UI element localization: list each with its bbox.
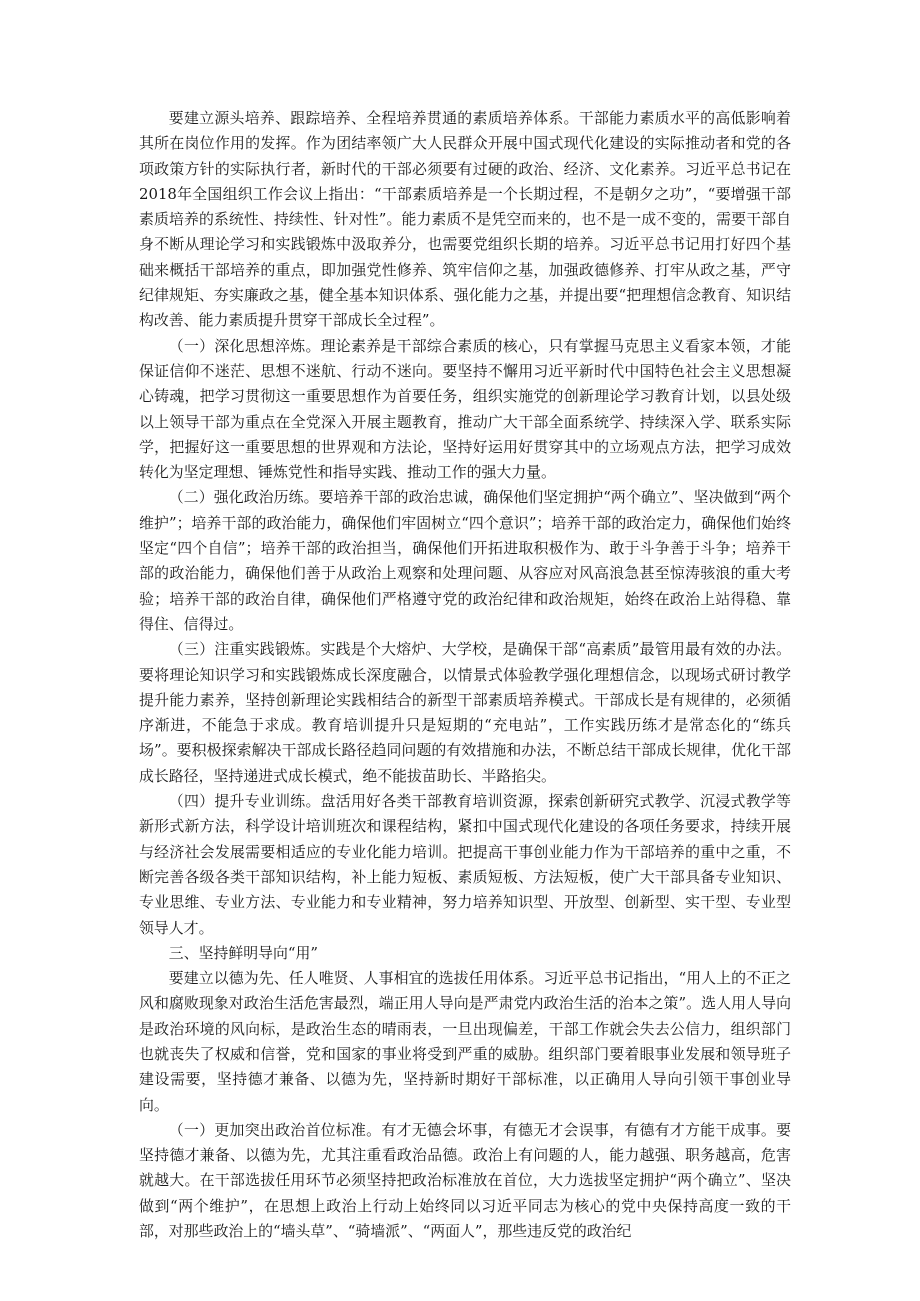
paragraph-source-training: 要建立源头培养、跟踪培养、全程培养贯通的素质培养体系。干部能力素质水平的高低影响着其所在岗位作用的发挥。作为团结率领广大人民群众开展中国式现代化建设的实际推动者和党的各项政策方针的实际执行者，新时代的干部必须要有过硬的政治、经济、文化素养。习近平总书记在2018年全国组织工作会议上指出：“干部素质培养是一个长期过程，不是朝夕之功”，“要增强干部素质培养的系统性、持续性、针对性”。能力素质不是凭空而来的，也不是一成不变的，需要干部自身不断从理论学习和实践锻炼中汲取养分，也需要党组织长期的培养。习近平总书记用打好四个基础来概括干部培养的重点，即加强党性修养、筑牢信仰之基，加强政德修养、打牢从政之基，严守纪律规矩、夯实廉政之基，健全基本知识体系、强化能力之基，并提出要“把理想信念教育、知识结构改善、能力素质提升贯穿干部成长全过程”。 — [139, 109, 791, 330]
paragraph-ideological-tempering: （一）深化思想淬炼。理论素养是干部综合素质的核心，只有掌握马克思主义看家本领，才能保证信仰不迷茫、思想不迷航、行动不迷向。要坚持不懈用习近平新时代中国特色社会主义思想凝心铸魂，把学习贯彻这一重要思想作为首要任务，组织实施党的创新理论学习教育计划，以县处级以上领导干部为重点在全党深入开展主题教育，推动广大干部全面系统学、持续深入学、联系实际学，把握好这一重要思想的世界观和方法论，坚持好运用好贯穿其中的立场观点方法，把学习成效转化为坚定理想、锤炼党性和指导实践、推动工作的强大力量。 — [139, 336, 791, 482]
paragraph-selection-system: 要建立以德为先、任人唯贤、人事相宜的选拔任用体系。习近平总书记指出，“用人上的不正之风和腐败现象对政治生活危害最烈，端正用人导向是严肃党内政治生活的治本之策”。选人用人导向是政治环境的风向标，是政治生态的晴雨表，一旦出现偏差，干部工作就会失去公信力，组织部门也就丧失了权威和信誉，党和国家的事业将受到严重的威胁。组织部门要着眼事业发展和领导班子建设需要，坚持德才兼备、以德为先，坚持新时期好干部标准，以正确用人导向引领干事创业导向。 — [139, 969, 791, 1114]
paragraph-practical-training: （三）注重实践锻炼。实践是个大熔炉、大学校，是确保干部“高素质”最管用最有效的办法。要将理论知识学习和实践锻炼成长深度融合，以情景式体验教学强化理想信念，以现场式研讨教学提升能力素养，坚持创新理论实践相结合的新型干部素质培养模式。干部成长是有规律的，必须循序渐进，不能急于求成。教育培训提升只是短期的“充电站”，工作实践历练才是常态化的“练兵场”。要积极探索解决干部成长路径趋同问题的有效措施和办法，不断总结干部成长规律，优化干部成长路径，坚持递进式成长模式，绝不能拔苗助长、半路掐尖。 — [139, 640, 791, 785]
paragraph-political-standard: （一）更加突出政治首位标准。有才无德会坏事，有德无才会误事，有德有才方能干成事。要坚持德才兼备、以德为先，尤其注重看政治品德。政治上有问题的人，能力越强、职务越高，危害就越大。在干部选拔任用环节必须坚持把政治标准放在首位，大力选拔坚定拥护“两个确立”、坚决做到“两个维护”，在思想上政治上行动上始终同以习近平同志为核心的党中央保持高度一致的干部，对那些政治上的“墙头草”、“骑墙派”、“两面人”，那些违反党的政治纪 — [139, 1120, 791, 1241]
document-body — [139, 106, 791, 1244]
section-heading-use: 三、坚持鲜明导向“用” — [168, 943, 319, 962]
paragraph-professional-training: （四）提升专业训练。盘活用好各类干部教育培训资源，探索创新研究式教学、沉浸式教学等新形式新方法，科学设计培训班次和课程结构，紧扣中国式现代化建设的各项任务要求，持续开展与经济社会发展需要相适应的专业化能力培训。把提高干事创业能力作为干部培养的重中之重，不断完善各级各类干部知识结构，补上能力短板、素质短板、方法短板，使广大干部具备专业知识、专业思维、专业方法、专业能力和专业精神，努力培养知识型、开放型、创新型、实干型、专业型领导人才。 — [139, 792, 791, 937]
paragraph-political-training: （二）强化政治历练。要培养干部的政治忠诚，确保他们坚定拥护“两个确立”、坚决做到“两个维护”；培养干部的政治能力，确保他们牢固树立“四个意识”；培养干部的政治定力，确保他们始终坚定“四个自信”；培养干部的政治担当，确保他们开拓进取积极作为、敢于斗争善于斗争；培养干部的政治能力，确保他们善于从政治上观察和处理问题、从容应对风高浪急甚至惊涛骇浪的重大考验；培养干部的政治自律，确保他们严格遵守党的政治纪律和政治规矩，始终在政治上站得稳、靠得住、信得过。 — [139, 488, 791, 633]
